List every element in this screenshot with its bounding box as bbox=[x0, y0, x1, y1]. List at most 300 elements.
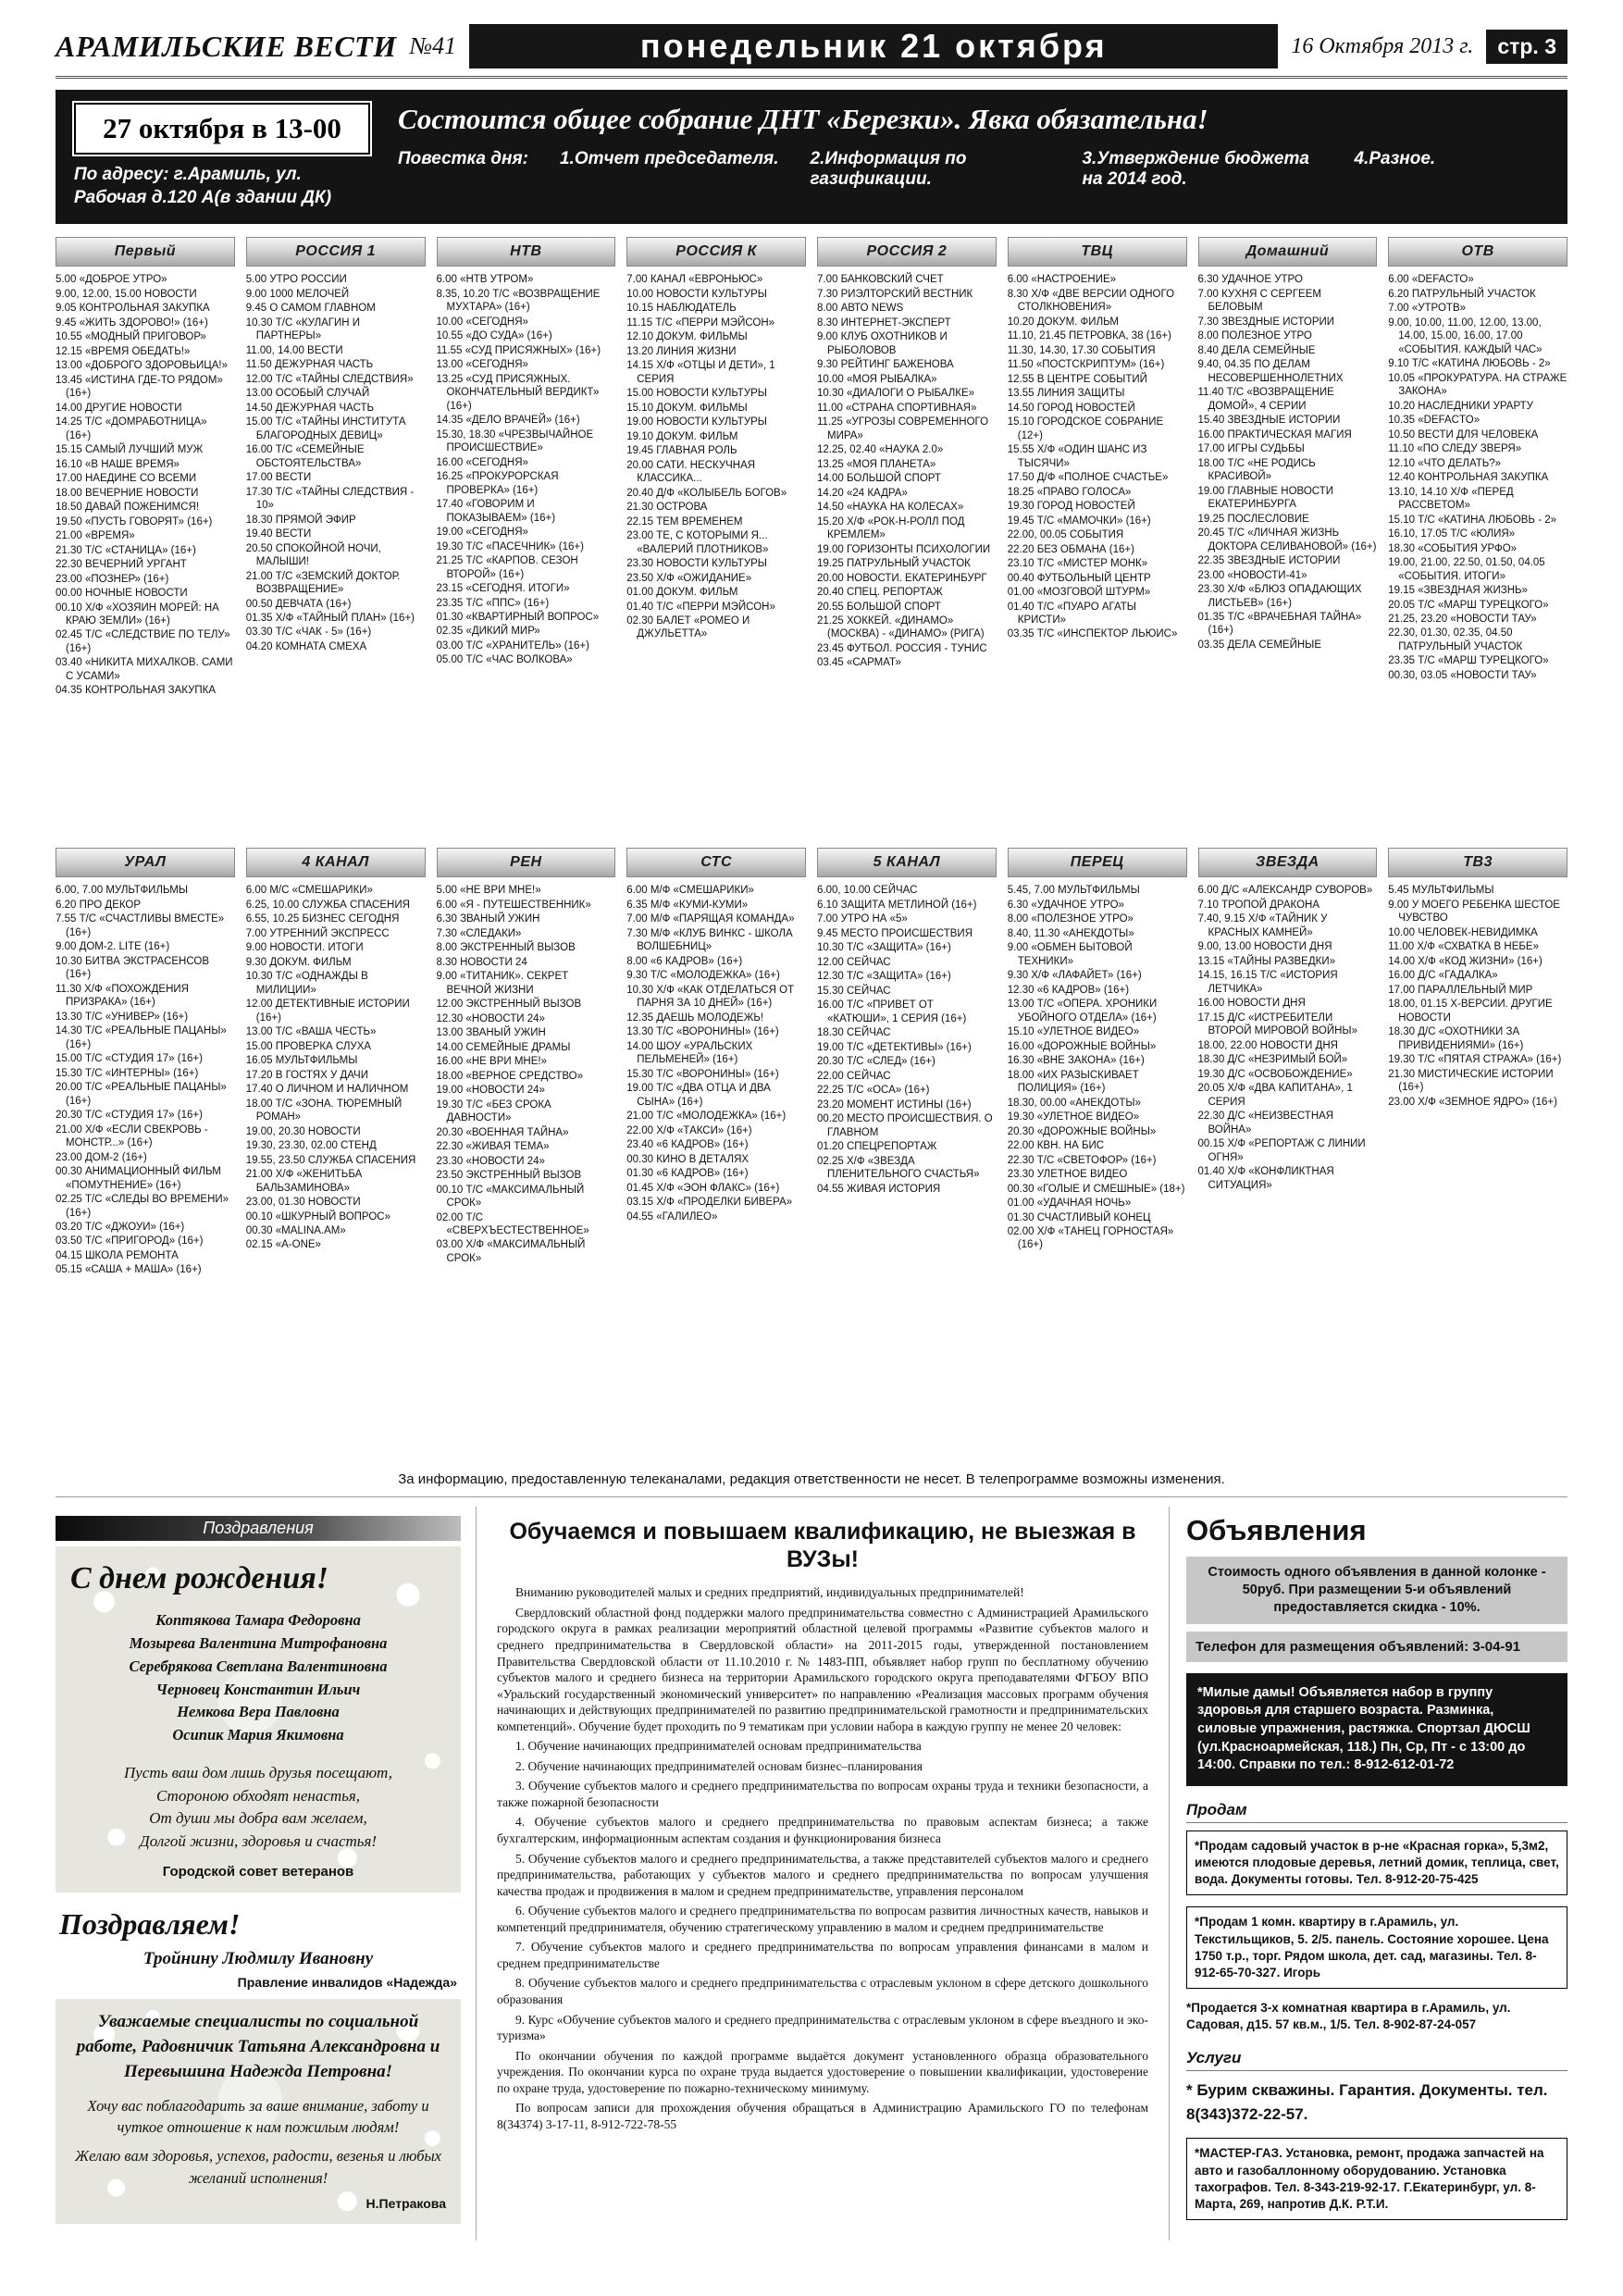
program-entry: 6.00 «DEFACTO» bbox=[1388, 274, 1474, 286]
birthday-poem bbox=[70, 1762, 446, 1854]
program-entry: 8.00 ПОЛЕЗНОЕ УТРО bbox=[1197, 330, 1312, 342]
program-entry: 11.40 Т/С «ВОЗВРАЩЕНИЕ ДОМОЙ», 4 СЕРИИ bbox=[1197, 387, 1334, 412]
program-list bbox=[437, 884, 616, 1265]
announcement-agenda bbox=[398, 149, 1549, 192]
program-entry: 18.30 «СОБЫТИЯ УРФО» bbox=[1388, 542, 1518, 554]
poem-signature: Городской совет ветеранов bbox=[162, 1864, 354, 1880]
program-entry: 16.00 Д/С «ГАДАЛКА» bbox=[1388, 970, 1498, 982]
program-entry: 21.00 Т/С «МОЛОДЕЖКА» (16+) bbox=[626, 1111, 787, 1123]
program-entry: 19.30 Т/С «ПЯТАЯ СТРАЖА» (16+) bbox=[1388, 1054, 1562, 1066]
program-entry: 00.20 МЕСТО ПРОИСШЕСТВИЯ. О ГЛАВНОМ bbox=[817, 1113, 993, 1138]
tv-disclaimer: За информацию, предоставленную телеканалами, редакция ответственности не несет. В телепрограмме возможны изменения. bbox=[56, 1464, 1567, 1497]
program-entry: 19.00 ГЛАВНЫЕ НОВОСТИ ЕКАТЕРИНБУРГА bbox=[1197, 485, 1333, 511]
program-entry: 16.10 «В НАШЕ ВРЕМЯ» bbox=[56, 458, 180, 470]
program-entry: 19.30 ГОРОД НОВОСТЕЙ bbox=[1007, 501, 1135, 513]
program-entry: 20.00 САТИ. НЕСКУЧНАЯ КЛАССИКА... bbox=[626, 459, 756, 485]
program-entry: 16.30 «ВНЕ ЗАКОНА» (16+) bbox=[1007, 1055, 1145, 1067]
program-entry: 03.30 Т/С «ЧАК - 5» (16+) bbox=[245, 627, 372, 639]
program-entry: 20.30 Т/С «СТУДИЯ 17» (16+) bbox=[56, 1110, 203, 1122]
program-entry: 10.30 БИТВА ЭКСТРАСЕНСОВ (16+) bbox=[56, 955, 210, 981]
program-entry: 01.35 Х/Ф «ТАЙНЫЙ ПЛАН» (16+) bbox=[245, 613, 415, 624]
program-entry: 14.15 Х/Ф «ОТЦЫ И ДЕТИ», 1 СЕРИЯ bbox=[626, 360, 775, 385]
program-entry: 12.10 «ЧТО ДЕЛАТЬ?» bbox=[1388, 457, 1502, 469]
channel-header bbox=[56, 237, 235, 267]
program-entry: 23.50 ЭКСТРЕННЫЙ ВЫЗОВ bbox=[436, 1170, 582, 1182]
program-entry: 19.00 «НОВОСТИ 24» bbox=[436, 1085, 545, 1097]
program-entry: 21.00 Т/С «ЗЕМСКИЙ ДОКТОР. ВОЗВРАЩЕНИЕ» bbox=[245, 570, 401, 596]
program-entry: 14.30 Т/С «РЕАЛЬНЫЕ ПАЦАНЫ» (16+) bbox=[56, 1025, 227, 1050]
program-entry: 01.40 Т/С «ПЕРРИ МЭЙСОН» bbox=[626, 601, 775, 613]
program-entry: 10.30 Т/С «ОДНАЖДЫ В МИЛИЦИИ» bbox=[245, 971, 368, 996]
program-entry: 05.00 Т/С «ЧАС ВОЛКОВА» bbox=[436, 654, 573, 666]
program-entry: 6.00, 10.00 СЕЙЧАС bbox=[817, 885, 918, 897]
program-entry: 16.00 «ДОРОЖНЫЕ ВОЙНЫ» bbox=[1007, 1040, 1157, 1052]
program-entry: 10.20 НАСЛЕДНИКИ УРАРТУ bbox=[1388, 400, 1533, 412]
article-paragraph: 2. Обучение начинающих предпринимателей основам бизнес–планирования bbox=[515, 1758, 923, 1773]
program-entry: 01.35 Т/С «ВРАЧЕБНАЯ ТАЙНА» (16+) bbox=[1197, 612, 1362, 637]
program-entry: 19.40 ВЕСТИ bbox=[245, 528, 312, 540]
program-entry: 5.00 «НЕ ВРИ МНЕ!» bbox=[436, 885, 541, 897]
channel-block bbox=[56, 848, 235, 1458]
program-entry: 9.00 «ТИТАНИК». СЕКРЕТ ВЕЧНОЙ ЖИЗНИ bbox=[436, 971, 569, 996]
program-entry: 19.00 НОВОСТИ КУЛЬТУРЫ bbox=[626, 416, 767, 428]
greetings-column bbox=[56, 1507, 477, 2240]
congrats-signature: Правление инвалидов «Надежда» bbox=[237, 1975, 457, 1991]
program-entry: 19.15 «ЗВЕЗДНАЯ ЖИЗНЬ» bbox=[1388, 585, 1528, 597]
program-entry: 11.10 «ПО СЛЕДУ ЗВЕРЯ» bbox=[1388, 443, 1522, 455]
program-entry: 00.30, 03.05 «НОВОСТИ ТАУ» bbox=[1388, 669, 1537, 681]
agenda-item: 1.Отчет председателя. bbox=[559, 148, 779, 168]
program-entry: 00.10 «ШКУРНЫЙ ВОПРОС» bbox=[245, 1210, 390, 1222]
channel-header bbox=[246, 237, 426, 267]
program-entry: 13.00 Т/С «ВАША ЧЕСТЬ» bbox=[245, 1026, 377, 1038]
program-entry: 15.30 Т/С «ВОРОНИНЫ» (16+) bbox=[626, 1068, 779, 1080]
program-entry: 6.25, 10.00 СЛУЖБА СПАСЕНИЯ bbox=[245, 899, 410, 911]
program-entry: 16.00 ПРАКТИЧЕСКАЯ МАГИЯ bbox=[1197, 428, 1352, 441]
thanks-paragraph: Желаю вам здоровья, успехов, радости, везенья и любых желаний исполнения! bbox=[74, 2147, 441, 2187]
program-entry: 23.35 Т/С «МАРШ ТУРЕЦКОГО» bbox=[1388, 655, 1549, 667]
program-entry: 14.20 «24 КАДРА» bbox=[817, 487, 908, 499]
program-list bbox=[1388, 273, 1567, 682]
program-entry: 01.30 «6 КАДРОВ» (16+) bbox=[626, 1168, 749, 1180]
greeting-name: Черновец Константин Ильич bbox=[155, 1680, 361, 1698]
program-entry: 8.40, 11.30 «АНЕКДОТЫ» bbox=[1007, 927, 1134, 939]
channel-header bbox=[246, 848, 426, 877]
newspaper-title: АРАМИЛЬСКИЕ ВЕСТИ bbox=[56, 29, 397, 63]
program-entry: 14.25 Т/С «ДОМРАБОТНИЦА» (16+) bbox=[56, 416, 207, 441]
congrats-name: Тройнину Людмилу Ивановну bbox=[142, 1949, 374, 1969]
program-entry: 19.45 ГЛАВНАЯ РОЛЬ bbox=[626, 445, 737, 457]
channel-name: НТВ bbox=[510, 243, 542, 260]
program-entry: 10.00 НОВОСТИ КУЛЬТУРЫ bbox=[626, 288, 767, 300]
program-entry: 16.25 «ПРОКУРОРСКАЯ ПРОВЕРКА» (16+) bbox=[436, 471, 559, 496]
channel-name: УРАЛ bbox=[124, 854, 167, 871]
program-entry: 8.30 НОВОСТИ 24 bbox=[436, 956, 527, 968]
article-body bbox=[497, 1584, 1148, 2132]
channel-block bbox=[246, 848, 426, 1458]
program-entry: 15.10 ГОРОДСКОЕ СОБРАНИЕ (12+) bbox=[1007, 416, 1164, 441]
thanks-block bbox=[70, 2095, 446, 2188]
program-entry: 9.05 КОНТРОЛЬНАЯ ЗАКУПКА bbox=[56, 303, 210, 315]
program-entry: 19.00 Т/С «ДВА ОТЦА И ДВА СЫНА» (16+) bbox=[626, 1083, 771, 1108]
program-entry: 03.35 Т/С «ИНСПЕКТОР ЛЬЮИС» bbox=[1007, 628, 1178, 640]
birthday-names bbox=[70, 1609, 446, 1747]
program-entry: 03.00 Т/С «ХРАНИТЕЛЬ» (16+) bbox=[436, 639, 589, 652]
program-entry: 19.30 Т/С «ПАСЕЧНИК» (16+) bbox=[436, 540, 584, 552]
program-entry: 9.10 Т/С «КАТИНА ЛЮБОВЬ - 2» bbox=[1388, 358, 1551, 370]
program-entry: 14.00 ДРУГИЕ НОВОСТИ bbox=[56, 402, 182, 414]
poem-line: Стороною обходят ненастья, bbox=[155, 1786, 361, 1805]
program-entry: 23.00, 01.30 НОВОСТИ bbox=[245, 1197, 361, 1209]
program-entry: 19.00 «СЕГОДНЯ» bbox=[436, 527, 528, 539]
program-entry: 14.50 ГОРОД НОВОСТЕЙ bbox=[1007, 402, 1135, 414]
channel-header bbox=[817, 848, 997, 877]
program-entry: 6.00 М/Ф «СМЕШАРИКИ» bbox=[626, 885, 754, 897]
program-entry: 23.00 «НОВОСТИ-41» bbox=[1197, 569, 1307, 581]
program-entry: 23.30 НОВОСТИ КУЛЬТУРЫ bbox=[626, 558, 767, 570]
program-entry: 20.55 БОЛЬШОЙ СПОРТ bbox=[817, 601, 941, 613]
program-entry: 14.00 БОЛЬШОЙ СПОРТ bbox=[817, 473, 941, 485]
program-entry: 22.30 ВЕЧЕРНИЙ УРГАНТ bbox=[56, 559, 187, 571]
program-entry: 17.30 Т/С «ТАЙНЫ СЛЕДСТВИЯ - 10» bbox=[245, 486, 415, 512]
program-entry: 11.55 «СУД ПРИСЯЖНЫХ» (16+) bbox=[436, 344, 601, 356]
program-entry: 8.00 АВТО NEWS bbox=[817, 303, 904, 315]
program-entry: 8.35, 10.20 Т/С «ВОЗВРАЩЕНИЕ МУХТАРА» (16+) bbox=[436, 288, 601, 314]
program-entry: 19.25 ПОСЛЕСЛОВИЕ bbox=[1197, 513, 1309, 525]
program-entry: 10.55 «ДО СУДА» (16+) bbox=[436, 330, 552, 342]
agenda-item: 4.Разное. bbox=[1354, 148, 1436, 168]
agenda-item: 2.Информация по газификации. bbox=[810, 148, 967, 190]
program-list bbox=[437, 273, 616, 667]
channel-block bbox=[1198, 237, 1378, 848]
program-entry: 15.10 Т/С «КАТИНА ЛЮБОВЬ - 2» bbox=[1388, 514, 1557, 526]
program-entry: 22.00 СЕЙЧАС bbox=[817, 1070, 891, 1082]
program-entry: 19.45 Т/С «МАМОЧКИ» (16+) bbox=[1007, 515, 1151, 527]
ads-section-label: Продам bbox=[1186, 1801, 1567, 1823]
program-entry: 13.20 ЛИНИЯ ЖИЗНИ bbox=[626, 345, 737, 357]
channel-header bbox=[1388, 848, 1567, 877]
program-entry: 13.30 Т/С «ВОРОНИНЫ» (16+) bbox=[626, 1026, 779, 1038]
program-entry: 20.45 Т/С «ЛИЧНАЯ ЖИЗНЬ ДОКТОРА СЕЛИВАНОВОЙ» (16+) bbox=[1197, 527, 1377, 552]
bottom-section bbox=[56, 1507, 1567, 2240]
program-entry: 6.10 ЗАЩИТА МЕТЛИНОЙ (16+) bbox=[817, 899, 977, 911]
program-entry: 9.00, 10.00, 11.00, 12.00, 13.00, 14.00, 15.00, 16.00, 17.00 «СОБЫТИЯ. КАЖДЫЙ ЧАС» bbox=[1388, 316, 1542, 355]
program-entry: 18.00 Т/С «НЕ РОДИСЬ КРАСИВОЙ» bbox=[1197, 457, 1316, 483]
channel-block bbox=[1388, 848, 1567, 1458]
channel-header bbox=[437, 848, 616, 877]
program-entry: 21.00 Х/Ф «ЖЕНИТЬБА БАЛЬЗАМИНОВА» bbox=[245, 1169, 363, 1194]
program-entry: 00.30 АНИМАЦИОННЫЙ ФИЛЬМ «ПОМУТНЕНИЕ» (16+) bbox=[56, 1166, 221, 1191]
program-entry: 13.00 Т/С «ОПЕРА. ХРОНИКИ УБОЙНОГО ОТДЕЛА» (16+) bbox=[1007, 999, 1158, 1024]
program-entry: 13.00 «ДОБРОГО ЗДОРОВЬИЦА!» bbox=[56, 360, 229, 372]
program-entry: 03.15 Х/Ф «ПРОДЕЛКИ БИВЕРА» bbox=[626, 1197, 793, 1209]
program-entry: 11.25 «УГРОЗЫ СОВРЕМЕННОГО МИРА» bbox=[817, 416, 989, 441]
program-entry: 14.15, 16.15 Т/С «ИСТОРИЯ ЛЕТЧИКА» bbox=[1197, 970, 1338, 995]
program-entry: 03.20 Т/С «ДЖОУИ» (16+) bbox=[56, 1222, 185, 1233]
program-entry: 14.50 ДЕЖУРНАЯ ЧАСТЬ bbox=[245, 402, 375, 414]
program-entry: 20.40 СПЕЦ. РЕПОРТАЖ bbox=[817, 587, 943, 599]
ads-phone-note: Телефон для размещения объявлений: 3-04-91 bbox=[1186, 1632, 1567, 1662]
channel-name: Домашний bbox=[1245, 243, 1330, 260]
program-list bbox=[56, 884, 235, 1277]
program-entry: 16.00 НОВОСТИ ДНЯ bbox=[1197, 998, 1306, 1010]
program-entry: 18.30, 00.00 «АНЕКДОТЫ» bbox=[1007, 1097, 1141, 1109]
program-entry: 20.50 СПОКОЙНОЙ НОЧИ, МАЛЫШИ! bbox=[245, 542, 381, 568]
program-entry: 11.50 ДЕЖУРНАЯ ЧАСТЬ bbox=[245, 359, 374, 371]
program-entry: 6.20 ПРО ДЕКОР bbox=[56, 899, 142, 911]
article-paragraph: 7. Обучение субъектов малого и среднего предпринимательства по вопросам управления финансами в малом и среднем предпринимательстве bbox=[497, 1940, 1148, 1970]
poem-line: От души мы добра вам желаем, bbox=[149, 1809, 367, 1828]
program-entry: 15.00 НОВОСТИ КУЛЬТУРЫ bbox=[626, 388, 767, 400]
program-entry: 9.00 КЛУБ ОХОТНИКОВ И РЫБОЛОВОВ bbox=[817, 331, 948, 356]
program-entry: 23.50 Х/Ф «ОЖИДАНИЕ» bbox=[626, 572, 752, 584]
congrats-block bbox=[56, 1900, 461, 1999]
greeting-name: Коптякова Тамара Федоровна bbox=[155, 1611, 361, 1630]
program-entry: 21.25 Т/С «КАРПОВ. СЕЗОН ВТОРОЙ» (16+) bbox=[436, 555, 578, 580]
program-entry: 12.35 ДАЕШЬ МОЛОДЕЖЬ! bbox=[626, 1011, 764, 1024]
channel-header bbox=[1198, 848, 1378, 877]
article-paragraph: По вопросам записи для прохождения обучения обращаться в Администрацию Арамильского ГО по телефонам 8(34374) 3-17-11, 8-912-722-78-55 bbox=[497, 2101, 1148, 2131]
program-entry: 10.55 «МОДНЫЙ ПРИГОВОР» bbox=[56, 331, 206, 343]
program-entry: 9.00, 13.00 НОВОСТИ ДНЯ bbox=[1197, 941, 1332, 953]
program-entry: 21.30 МИСТИЧЕСКИЕ ИСТОРИИ (16+) bbox=[1388, 1068, 1554, 1094]
program-entry: 21.00 «ВРЕМЯ» bbox=[56, 530, 135, 542]
program-entry: 01.40 Т/С «ПУАРО АГАТЫ КРИСТИ» bbox=[1007, 601, 1136, 626]
channel-name: ПЕРЕЦ bbox=[1070, 854, 1124, 871]
program-entry: 8.00 «ПОЛЕЗНОЕ УТРО» bbox=[1007, 913, 1134, 925]
program-entry: 12.55 В ЦЕНТРЕ СОБЫТИЙ bbox=[1007, 373, 1147, 385]
channel-block bbox=[56, 237, 235, 848]
program-entry: 19.00, 20.30 НОВОСТИ bbox=[245, 1125, 361, 1137]
program-entry: 7.00 УТРЕННИЙ ЭКСПРЕСС bbox=[245, 927, 390, 939]
program-entry: 14.00 ШОУ «УРАЛЬСКИХ ПЕЛЬМЕНЕЙ» (16+) bbox=[626, 1040, 753, 1066]
poem-line: Долгой жизни, здоровья и счастья! bbox=[139, 1831, 378, 1850]
greeting-name: Серебрякова Светлана Валентиновна bbox=[129, 1657, 388, 1675]
program-entry: 20.00 НОВОСТИ. ЕКАТЕРИНБУРГ bbox=[817, 572, 987, 584]
program-entry: 12.00 ЭКСТРЕННЫЙ ВЫЗОВ bbox=[436, 999, 582, 1011]
greeting-name: Осипик Мария Якимовна bbox=[172, 1726, 344, 1744]
program-entry: 7.55 Т/С «СЧАСТЛИВЫ ВМЕСТЕ» (16+) bbox=[56, 913, 225, 938]
edition-date: 16 Октября 2013 г. bbox=[1291, 33, 1474, 58]
program-entry: 15.00 Т/С «СТУДИЯ 17» (16+) bbox=[56, 1053, 203, 1065]
program-entry: 9.00 У МОЕГО РЕБЕНКА ШЕСТОЕ ЧУВСТВО bbox=[1388, 899, 1560, 925]
greeting-name: Мозырева Валентина Митрофановна bbox=[129, 1634, 388, 1653]
program-entry: 6.00, 7.00 МУЛЬТФИЛЬМЫ bbox=[56, 885, 189, 897]
program-entry: 01.30 «КВАРТИРНЫЙ ВОПРОС» bbox=[436, 612, 600, 623]
program-entry: 6.30 «УДАЧНОЕ УТРО» bbox=[1007, 899, 1124, 911]
channel-header bbox=[56, 848, 235, 877]
program-entry: 02.00 Т/С «СВЕРХЪЕСТЕСТВЕННОЕ» bbox=[436, 1211, 589, 1236]
program-entry: 01.00 «МОЗГОВОЙ ШТУРМ» bbox=[1007, 587, 1151, 599]
channel-name: РОССИЯ 2 bbox=[866, 243, 948, 260]
ads-section-label: Услуги bbox=[1186, 2049, 1567, 2071]
program-entry: 7.30 «СЛЕДАКИ» bbox=[436, 927, 522, 939]
program-entry: 17.00 ИГРЫ СУДЬБЫ bbox=[1197, 443, 1305, 455]
program-entry: 14.50 «НАУКА НА КОЛЕСАХ» bbox=[817, 502, 964, 514]
announcement-left bbox=[74, 103, 370, 209]
program-entry: 02.35 «ДИКИЙ МИР» bbox=[436, 626, 540, 638]
channel-block bbox=[817, 848, 997, 1458]
channel-block bbox=[1198, 848, 1378, 1458]
channel-name: РЕН bbox=[510, 854, 542, 871]
channel-block bbox=[626, 237, 806, 848]
ad-item: *Продам садовый участок в р-не «Красная горка», 5,3м2, имеются плодовые деревья, летний домик, теплица, свет, вода. Документы готовы. Тел. 8-912-20-75-425 bbox=[1186, 1831, 1567, 1896]
program-entry: 01.00 ДОКУМ. ФИЛЬМ bbox=[626, 587, 738, 599]
program-entry: 11.00 «СТРАНА СПОРТИВНАЯ» bbox=[817, 402, 977, 414]
program-list bbox=[1198, 884, 1378, 1192]
program-entry: 9.00 1000 МЕЛОЧЕЙ bbox=[245, 288, 350, 300]
program-entry: 17.20 В ГОСТЯХ У ДАЧИ bbox=[245, 1069, 368, 1081]
program-entry: 11.50 «ПОСТСКРИПТУМ» (16+) bbox=[1007, 359, 1165, 371]
program-entry: 5.45, 7.00 МУЛЬТФИЛЬМЫ bbox=[1007, 885, 1140, 897]
program-entry: 01.40 Х/Ф «КОНФЛИКТНАЯ СИТУАЦИЯ» bbox=[1197, 1166, 1334, 1191]
program-entry: 01.30 СЧАСТЛИВЫЙ КОНЕЦ bbox=[1007, 1211, 1151, 1223]
program-entry: 23.35 Т/С «ППС» (16+) bbox=[436, 597, 550, 609]
program-entry: 19.10 ДОКУМ. ФИЛЬМ bbox=[626, 430, 738, 442]
program-entry: 13.00 «СЕГОДНЯ» bbox=[436, 359, 528, 371]
program-entry: 6.55, 10.25 БИЗНЕС СЕГОДНЯ bbox=[245, 913, 400, 925]
program-entry: 19.25 ПАТРУЛЬНЫЙ УЧАСТОК bbox=[817, 558, 971, 570]
article-title: Обучаемся и повышаем квалификацию, не выезжая в ВУЗы! bbox=[509, 1519, 1136, 1573]
article-paragraph: По окончании обучения по каждой программе выдаётся документ установленного образца образовательного учреждения. По окончании курса по охране труда выдается удостоверение о повышении квалификации, удостоверение по охране труда, удостоверение по пожарно-техническому минимуму. bbox=[497, 2048, 1148, 2095]
program-entry: 03.40 «НИКИТА МИХАЛКОВ. САМИ С УСАМИ» bbox=[56, 657, 233, 682]
program-entry: 22.30, 01.30, 02.35, 04.50 ПАТРУЛЬНЫЙ УЧАСТОК bbox=[1388, 627, 1523, 652]
congrats-title: Поздравляем! bbox=[59, 1907, 241, 1942]
program-entry: 05.15 «САША + МАША» (16+) bbox=[56, 1264, 202, 1276]
announcement-title: Состоится общее собрание ДНТ «Березки». Явка обязательна! bbox=[398, 103, 1208, 135]
ad-item: *МАСТЕР-ГАЗ. Установка, ремонт, продажа запчастей на авто и газобаллонному оборудованию. Установка тахографов. Тел. 8-343-219-92-17. Г.Екатеринбург, ул. 8-Марта, 269, напротив Д.К. Р.Т.И. bbox=[1186, 2138, 1567, 2220]
program-entry: 04.55 ЖИВАЯ ИСТОРИЯ bbox=[817, 1183, 941, 1195]
channel-name: 4 КАНАЛ bbox=[302, 854, 369, 871]
program-entry: 7.30 РИЭЛТОРСКИЙ ВЕСТНИК bbox=[817, 288, 973, 300]
program-entry: 10.20 ДОКУМ. ФИЛЬМ bbox=[1007, 316, 1119, 328]
ads-column bbox=[1170, 1507, 1567, 2240]
program-entry: 15.30, 18.30 «ЧРЕЗВЫЧАЙНОЕ ПРОИСШЕСТВИЕ» bbox=[436, 428, 594, 454]
program-entry: 13.30 Т/С «УНИВЕР» (16+) bbox=[56, 1011, 189, 1023]
channel-header bbox=[1008, 848, 1187, 877]
program-entry: 01.00 «УДАЧНАЯ НОЧЬ» bbox=[1007, 1198, 1132, 1210]
program-entry: 15.40 ЗВЕЗДНЫЕ ИСТОРИИ bbox=[1197, 415, 1341, 427]
program-entry: 17.00 ВЕСТИ bbox=[245, 472, 312, 484]
channel-name: ТВЦ bbox=[1081, 243, 1113, 260]
channel-block bbox=[1388, 237, 1567, 848]
channel-block bbox=[437, 848, 616, 1458]
program-entry: 10.35 «DEFACTO» bbox=[1388, 415, 1481, 427]
program-entry: 00.10 Т/С «МАКСИМАЛЬНЫЙ СРОК» bbox=[436, 1184, 585, 1210]
program-entry: 7.00 М/Ф «ПАРЯЩАЯ КОМАНДА» bbox=[626, 913, 795, 925]
program-entry: 13.00 ОСОБЫЙ СЛУЧАЙ bbox=[245, 388, 370, 400]
article-paragraph: 8. Обучение субъектов малого и среднего предпринимательства с отраслевым уклоном в сфере детского дошкольного образования bbox=[497, 1976, 1148, 2006]
program-entry: 10.05 «ПРОКУРАТУРА. НА СТРАЖЕ ЗАКОНА» bbox=[1388, 372, 1567, 398]
program-entry: 7.00 УТРО НА «5» bbox=[817, 913, 908, 925]
program-entry: 7.00 «УТРОТВ» bbox=[1388, 303, 1467, 315]
program-entry: 03.35 ДЕЛА СЕМЕЙНЫЕ bbox=[1197, 639, 1321, 651]
program-entry: 9.45 О САМОМ ГЛАВНОМ bbox=[245, 303, 376, 315]
program-entry: 16.00 Т/С «ПРИВЕТ ОТ «КАТЮШИ», 1 СЕРИЯ (16+) bbox=[817, 999, 967, 1024]
program-entry: 02.25 Т/С «СЛЕДЫ ВО ВРЕМЕНИ» (16+) bbox=[56, 1194, 229, 1219]
program-entry: 00.30 «MALINA.AM» bbox=[245, 1225, 346, 1236]
program-entry: 22.00 КВН. НА БИС bbox=[1007, 1140, 1105, 1152]
program-list bbox=[817, 273, 997, 670]
program-entry: 10.30 Х/Ф «КАК ОТДЕЛАТЬСЯ ОТ ПАРНЯ ЗА 10 ДНЕЙ» (16+) bbox=[626, 984, 795, 1010]
program-entry: 10.00 ЧЕЛОВЕК-НЕВИДИМКА bbox=[1388, 926, 1538, 938]
channel-name: Первый bbox=[114, 243, 177, 260]
program-entry: 5.00 «ДОБРОЕ УТРО» bbox=[56, 274, 167, 286]
program-entry: 14.00 Х/Ф «КОД ЖИЗНИ» (16+) bbox=[1388, 955, 1542, 967]
program-entry: 04.15 ШКОЛА РЕМОНТА bbox=[56, 1249, 179, 1261]
program-entry: 13.15 «ТАЙНЫ РАЗВЕДКИ» bbox=[1197, 955, 1336, 967]
program-entry: 12.00 Т/С «ТАЙНЫ СЛЕДСТВИЯ» bbox=[245, 373, 414, 385]
birthday-title: С днем рождения! bbox=[70, 1561, 328, 1596]
program-entry: 21.25, 23.20 «НОВОСТИ ТАУ» bbox=[1388, 614, 1537, 625]
program-entry: 12.30 «6 КАДРОВ» (16+) bbox=[1007, 984, 1130, 996]
program-entry: 21.30 ОСТРОВА bbox=[626, 502, 708, 514]
program-entry: 17.15 Д/С «ИСТРЕБИТЕЛИ ВТОРОЙ МИРОВОЙ ВОЙНЫ» bbox=[1197, 1011, 1357, 1037]
program-entry: 16.05 МУЛЬТФИЛЬМЫ bbox=[245, 1055, 358, 1067]
program-entry: 23.45 ФУТБОЛ. РОССИЯ - ТУНИС bbox=[817, 642, 987, 654]
program-entry: 02.00 Х/Ф «ТАНЕЦ ГОРНОСТАЯ» (16+) bbox=[1007, 1226, 1174, 1251]
ads-pricing-note: Стоимость одного объявления в данной колонке - 50руб. При размещении 5-и объявлений предоставляется скидка - 10%. bbox=[1186, 1557, 1567, 1624]
program-entry: 23.30 УЛЕТНОЕ ВИДЕО bbox=[1007, 1169, 1128, 1181]
specialists-card bbox=[56, 1999, 461, 2223]
program-entry: 6.30 УДАЧНОЕ УТРО bbox=[1197, 274, 1303, 286]
program-entry: 18.30 Д/С «НЕЗРИМЫЙ БОЙ» bbox=[1197, 1054, 1348, 1066]
program-entry: 23.00 «ПОЗНЕР» (16+) bbox=[56, 573, 169, 585]
program-entry: 16.00 «СЕГОДНЯ» bbox=[436, 456, 528, 468]
channel-name: ОТВ bbox=[1461, 243, 1494, 260]
program-entry: 21.30 Т/С «СТАНИЦА» (16+) bbox=[56, 544, 196, 556]
program-entry: 13.25 «МОЯ ПЛАНЕТА» bbox=[817, 458, 936, 470]
program-entry: 10.30 Т/С «ЗАЩИТА» (16+) bbox=[817, 942, 951, 954]
program-entry: 18.00, 01.15 Х-ВЕРСИИ. ДРУГИЕ НОВОСТИ bbox=[1388, 999, 1553, 1024]
program-entry: 01.45 Х/Ф «ЭОН ФЛАКС» (16+) bbox=[626, 1182, 780, 1194]
program-entry: 22.25 Т/С «ОСА» (16+) bbox=[817, 1085, 930, 1097]
program-entry: 9.30 Х/Ф «ЛАФАЙЕТ» (16+) bbox=[1007, 970, 1142, 982]
program-list bbox=[1198, 273, 1378, 652]
program-entry: 00.30 «ГОЛЫЕ И СМЕШНЫЕ» (18+) bbox=[1007, 1183, 1185, 1195]
program-entry: 16.00 Т/С «СЕМЕЙНЫЕ ОБСТОЯТЕЛЬСТВА» bbox=[245, 444, 365, 469]
channel-name: 5 КАНАЛ bbox=[873, 854, 941, 871]
program-entry: 12.00 СЕЙЧАС bbox=[817, 956, 891, 968]
program-entry: 8.00 ЭКСТРЕННЫЙ ВЫЗОВ bbox=[436, 942, 576, 954]
tv-program-grid bbox=[56, 237, 1567, 1458]
program-list bbox=[1008, 884, 1187, 1252]
program-entry: 14.00 СЕМЕЙНЫЕ ДРАМЫ bbox=[436, 1041, 571, 1053]
channel-block bbox=[1008, 237, 1187, 848]
program-entry: 01.20 СПЕЦРЕПОРТАЖ bbox=[817, 1141, 937, 1153]
ads-featured-item: *Милые дамы! Объявляется набор в группу здоровья для старшего возраста. Разминка, силовые упражнения, растяжка. Спортзал ДЮСШ (ул.Красноармейская, 118.) Пн, Ср, Пт - с 13:00 до 14:00. Справки по тел.: 8-912-612-01-72 bbox=[1186, 1673, 1567, 1786]
program-entry: 04.20 КОМНАТА СМЕХА bbox=[245, 640, 367, 652]
program-entry: 6.00 «Я - ПУТЕШЕСТВЕННИК» bbox=[436, 899, 591, 911]
program-entry: 8.00 «6 КАДРОВ» (16+) bbox=[626, 955, 743, 967]
program-entry: 20.00 Т/С «РЕАЛЬНЫЕ ПАЦАНЫ» (16+) bbox=[56, 1082, 227, 1107]
program-entry: 13.55 ЛИНИЯ ЗАЩИТЫ bbox=[1007, 388, 1125, 400]
program-entry: 18.30 Д/С «ОХОТНИКИ ЗА ПРИВИДЕНИЯМИ» (16+) bbox=[1388, 1026, 1524, 1051]
program-entry: 7.00 БАНКОВСКИЙ СЧЕТ bbox=[817, 274, 944, 286]
program-entry: 20.05 Т/С «МАРШ ТУРЕЦКОГО» bbox=[1388, 599, 1549, 611]
program-entry: 18.25 «ПРАВО ГОЛОСА» bbox=[1007, 486, 1132, 498]
channel-block bbox=[246, 237, 426, 848]
thanks-signature: Н.Петракова bbox=[365, 2195, 446, 2211]
article-paragraph: 6. Обучение субъектов малого и среднего предпринимательства по вопросам развития личностных качеств, навыков и компетенций предпринимателя, обучению стратегическому управлению в малом и среднем предпринимательстве bbox=[497, 1904, 1148, 1934]
thanks-paragraph: Хочу вас поблагодарить за ваше внимание, заботу и чуткое отношение к нам пожилым людям! bbox=[87, 2097, 429, 2137]
program-entry: 13.10, 14.10 Х/Ф «ПЕРЕД РАССВЕТОМ» bbox=[1388, 486, 1514, 512]
article-paragraph: Свердловский областной фонд поддержки малого предпринимательства совместно с Администрацией Арамильского городского округа в рамках реализации мероприятий областной целевой программы «Развитие субъектов малого и среднего предпринимательства в Свердловской области» на 2011-2015 годы, утвержденной постановлением Правительства Свердловской области от 11.10.2010 г. № 1483-ПП, объявляет набор групп по бесплатному обучению субъектов малого и среднего бизнеса на территории Арамильского городского округа преподавателями ФГБОУ ВПО «Уральский государственный экономический университет» по направлению «Реализация массовых программ обучения начинающих и действующих предпринимателей по развитию предпринимательской грамотности и предпринимательских компетенций». Обучение будет проходить по 9 тематикам при условии набора в каждую группу не менее 20 человек: bbox=[497, 1605, 1148, 1733]
program-entry: 8.30 ИНТЕРНЕТ-ЭКСПЕРТ bbox=[817, 316, 951, 329]
program-entry: 18.30 ПРЯМОЙ ЭФИР bbox=[245, 514, 356, 526]
program-entry: 19.30 Д/С «ОСВОБОЖДЕНИЕ» bbox=[1197, 1068, 1353, 1080]
program-entry: 19.50 «ПУСТЬ ГОВОРЯТ» (16+) bbox=[56, 515, 213, 527]
